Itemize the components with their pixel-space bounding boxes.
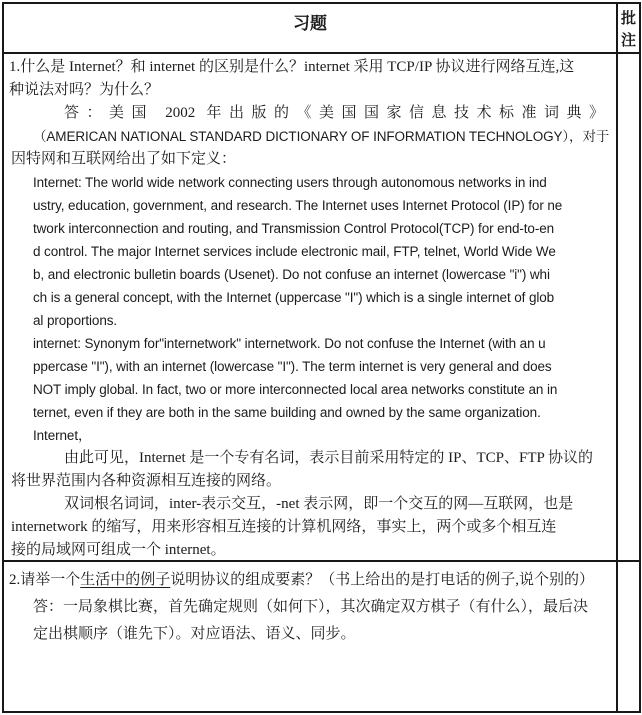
q1-answer-line: 因特网和互联网给出了如下定义： xyxy=(11,151,237,167)
q1-definition-line: al proportions. xyxy=(33,313,118,328)
q1-definition-line: internet: Synonym for"internetwork" internetwork. Do not confuse the Internet (with an u xyxy=(33,336,546,351)
q2-answer-line: 定出棋顺序（谁先下）。对应语法、语义、同步。 xyxy=(33,626,356,642)
annotation-column-label: 批注 xyxy=(620,11,636,49)
q1-definition-line: Internet: The world wide network connecting users through autonomous networks in ind xyxy=(33,175,547,190)
question-2-cell xyxy=(4,562,616,711)
q1-definition-line: NOT imply global. In fact, two or more interconnected local area networks constitute an in xyxy=(33,382,558,397)
question-1-cell xyxy=(4,54,616,562)
q1-question-line: 种说法对吗？为什么？ xyxy=(9,82,160,98)
q1-conclusion-line: 将世界范围内各种资源相互连接的网络。 xyxy=(11,473,282,489)
q2-question-line xyxy=(7,567,612,594)
q1-conclusion-line: 双词根名词词，inter-表示交互，-net 表示网，即一个交互的网—互联网，也是 xyxy=(64,496,574,512)
q1-conclusion-line: 由此可见，Internet 是一个专有名词，表示目前采用特定的 IP、TCP、FTP 协议的 xyxy=(64,450,594,466)
q1-definition-line: ppercase "I"), with an internet (lowercase "I"). The term internet is very general and does xyxy=(33,359,552,374)
q1-definition-line: d control. The major Internet services include electronic mail, FTP, telnet, World Wide We xyxy=(33,244,556,259)
q1-definition-line: ch is a general concept, with the Internet (uppercase "I") which is a single internet of glob xyxy=(33,290,555,305)
q1-question-line: 1.什么是 Internet？和 internet 的区别是什么？internet 采用 TCP/IP 协议进行网络互连,这 xyxy=(9,59,575,75)
q2-question-prefix: 2.请举一个 xyxy=(9,572,81,588)
q2-question-suffix: 说明协议的组成要素？（书上给出的是打电话的例子,说个别的） xyxy=(170,572,595,588)
annotation-cell-q1 xyxy=(616,54,639,562)
q1-conclusion-line: internetwork 的缩写，用来形容相互连接的计算机网络，事实上，两个或多个相互连 xyxy=(11,519,557,535)
annotation-cell-q2 xyxy=(616,562,639,711)
q1-definition-line: b, and electronic bulletin boards (Usenet). Do not confuse an internet (lowercase "i") whi xyxy=(33,267,550,282)
q2-underlined-phrase: 生活中的例子 xyxy=(80,572,171,588)
exercises-header-cell xyxy=(4,4,616,54)
q1-answer-line: （AMERICAN NATIONAL STANDARD DICTIONARY OF INFORMATION TECHNOLOGY），对于 xyxy=(33,129,610,144)
q1-conclusion-line: 接的局域网可组成一个 internet。 xyxy=(11,542,226,558)
q1-definition-line: ternet, even if they are both in the same building and owned by the same organization. xyxy=(33,405,541,420)
q2-answer-line: 答：一局象棋比赛，首先确定规则（如何下），其次确定双方棋子（有什么），最后决 xyxy=(33,599,589,615)
exercise-table xyxy=(2,2,641,713)
page-title: 习题 xyxy=(293,14,327,33)
q1-definition-line: twork interconnection and routing, and Transmission Control Protocol(TCP) for end-to-en xyxy=(33,221,555,236)
annotation-header-cell xyxy=(616,4,639,54)
q1-definition-line: ustry, education, government, and research. The Internet uses Internet Protocol (IP) for ne xyxy=(33,198,563,213)
q1-answer-line: 答：美国 2002 年出版的《美国国家信息技术标准词典》 xyxy=(64,105,604,121)
q1-definition-line: Internet， xyxy=(33,428,92,443)
